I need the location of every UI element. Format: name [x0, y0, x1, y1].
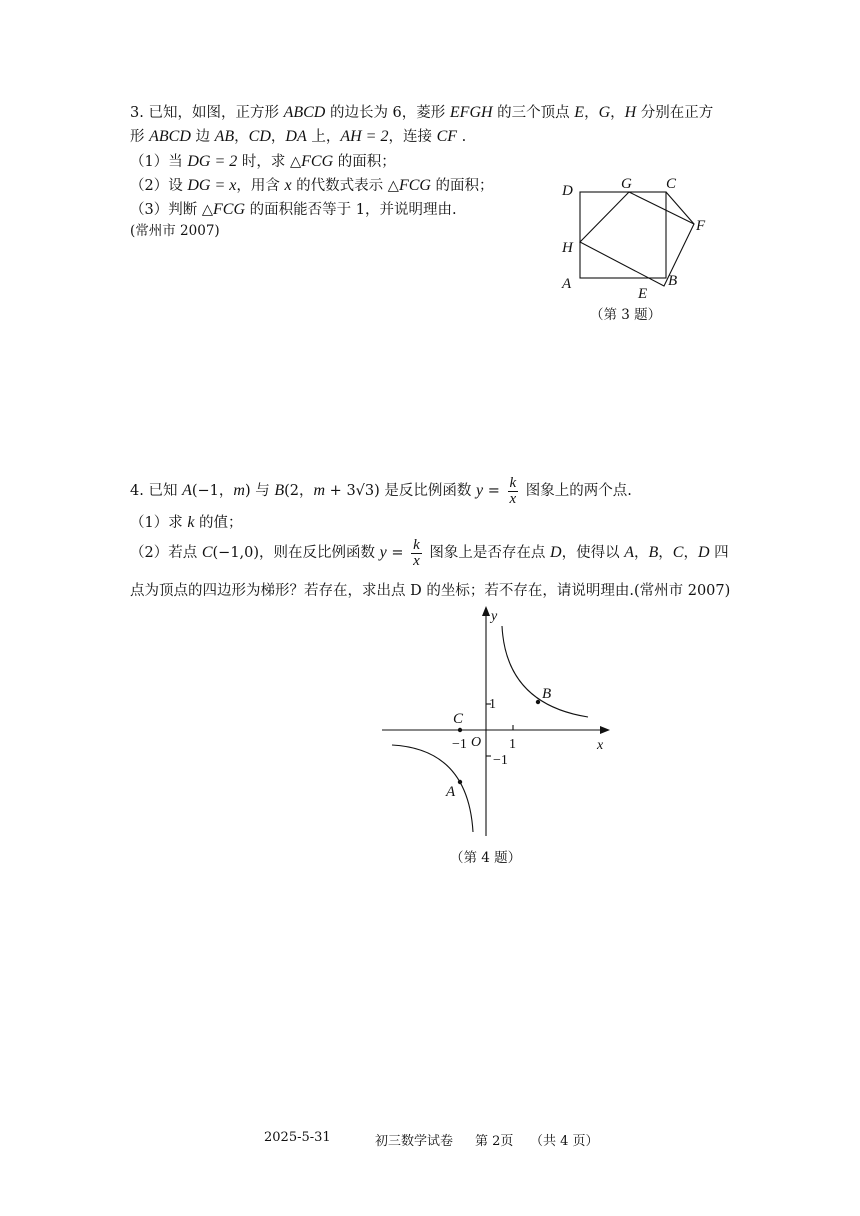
label-d: D: [562, 183, 573, 199]
label-f: F: [696, 218, 706, 234]
point-a: [458, 780, 462, 784]
label-b: B: [542, 686, 552, 702]
label-h: H: [562, 240, 573, 256]
q3-part-3: （3）判断 △FCG 的面积能否等于 1，并说明理由.: [130, 201, 457, 218]
label-e: E: [638, 286, 648, 302]
q4-figure: [380, 604, 620, 839]
label-g: G: [621, 176, 632, 192]
origin-label: O: [471, 735, 482, 750]
tick-label-y-neg-1: −1: [493, 753, 508, 768]
footer-page: 第 2页: [475, 1134, 514, 1149]
label-c: C: [666, 176, 677, 192]
fraction-k-over-x-2: $\frac{k}{x}$: [413, 536, 420, 569]
q4-line-1: 4. 已知 A(−1，m) 与 B(2，m + 3√3) 是反比例函数 y = $\frac{k}{x}$ 图象上的两个点.: [130, 474, 632, 507]
q3-source: (常州市 2007): [130, 223, 220, 239]
y-axis-arrow-icon: [482, 606, 490, 616]
branch-third-quadrant: [392, 745, 473, 832]
q4-part-1: （1）求 k 的值；: [130, 514, 243, 531]
q3-caption: （第 3 题）: [590, 307, 662, 323]
segment-cf: [666, 192, 694, 224]
label-b: B: [668, 273, 678, 289]
rhombus-efgh: [580, 192, 694, 286]
q3-line-1: 3. 已知，如图，正方形 ABCD 的边长为 6，菱形 EFGH 的三个顶点 E，G，H 分别在正方: [130, 104, 714, 121]
q4-caption: （第 4 题）: [450, 850, 522, 866]
tick-label-x-1: 1: [509, 737, 516, 752]
branch-first-quadrant: [502, 626, 588, 717]
tick-label-y-1: 1: [489, 697, 496, 712]
label-a: A: [446, 784, 456, 800]
axis-label-x: x: [597, 738, 604, 753]
tick-label-x-neg-1: −1: [452, 737, 467, 752]
q3-line-2: 形 ABCD 边 AB，CD，DA 上，AH = 2，连接 CF .: [130, 128, 467, 145]
q4-line-3: 点为顶点的四边形为梯形？若存在，求出点 D 的坐标；若不存在，请说明理由.(常州市 2007): [130, 583, 731, 599]
footer-title: 初三数学试卷: [375, 1134, 454, 1149]
fraction-k-over-x: $\frac{k}{x}$: [509, 474, 517, 507]
point-b: [536, 700, 540, 704]
point-c: [458, 728, 462, 732]
x-axis-arrow-icon: [600, 726, 610, 734]
footer-date: 2025-5-31: [264, 1130, 331, 1145]
axis-label-y: y: [491, 609, 498, 624]
footer-total: （共 4 页）: [530, 1134, 599, 1149]
label-c: C: [453, 711, 464, 727]
label-a: A: [562, 276, 572, 292]
q3-figure: [550, 172, 720, 302]
q3-part-1: （1）当 DG = 2 时，求 △FCG 的面积；: [130, 153, 396, 170]
q4-part-2: （2）若点 C(−1,0)，则在反比例函数 y = $\frac{k}{x}$ 图象上是否存在点 D，使得以 A，B，C，D 四: [130, 536, 729, 569]
q3-part-2: （2）设 DG = x，用含 x 的代数式表示 △FCG 的面积；: [130, 177, 494, 194]
